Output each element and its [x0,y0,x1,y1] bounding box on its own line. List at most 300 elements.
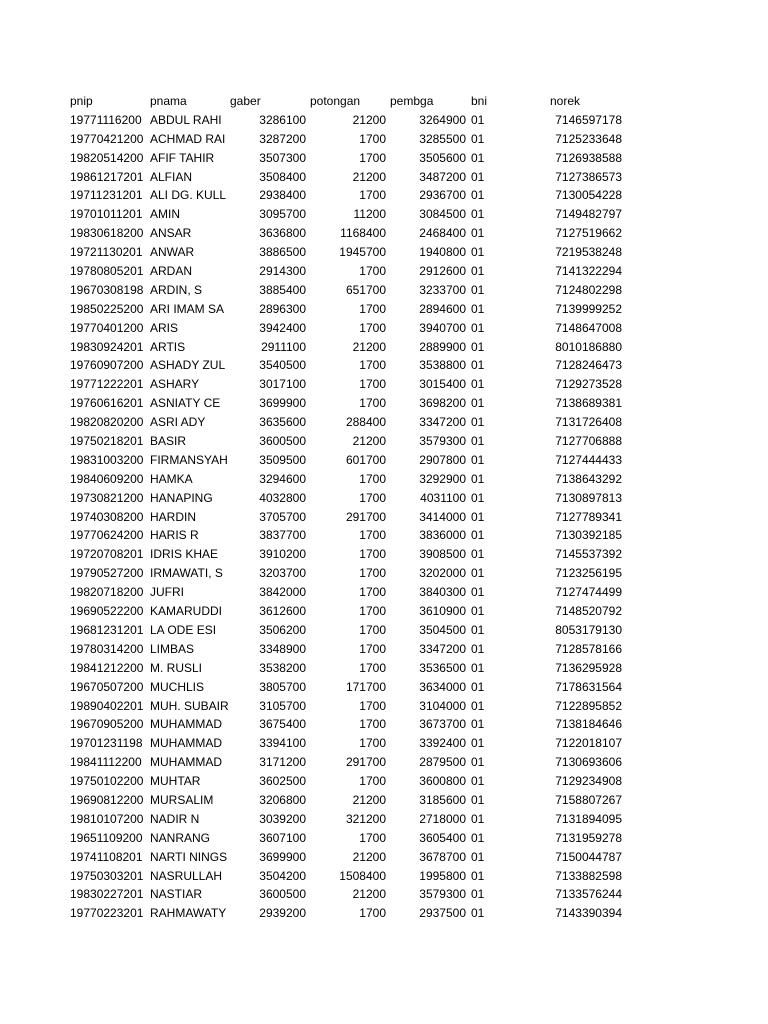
cell-pembga: 3536500 [419,660,466,675]
cell-pnip: 19750218201 [70,434,144,449]
cell-pembga: 2894600 [419,301,466,316]
table-row [0,224,768,243]
cell-bni: 01 [471,112,485,127]
cell-pembga: 3678700 [419,849,466,864]
table-row [0,186,768,205]
cell-bni: 01 [471,736,485,751]
cell-pembga: 3698200 [419,396,466,411]
cell-bni: 01 [471,358,485,373]
cell-pnip: 19770223201 [70,906,144,921]
cell-pnip: 19830924201 [70,339,144,354]
table-row [0,262,768,281]
cell-bni: 01 [471,792,485,807]
cell-potongan: 1700 [359,736,386,751]
cell-pnip: 19720708201 [70,547,144,562]
cell-pnama: ARDIN, S [150,282,203,297]
cell-potongan: 1700 [359,906,386,921]
cell-gaber: 3837700 [259,528,306,543]
cell-gaber: 3206800 [259,792,306,807]
table-row [0,602,768,621]
cell-pnip: 19850225200 [70,301,144,316]
cell-pnama: ABDUL RAHI [150,112,222,127]
cell-norek: 7131894095 [555,811,622,826]
header-norek: norek [550,94,581,108]
table-row [0,848,768,867]
cell-pnama: ARI IMAM SA [150,301,225,316]
cell-pnama: ACHMAD RAI [150,131,226,146]
cell-pnip: 19770421200 [70,131,144,146]
cell-pnama: IDRIS KHAE [150,547,219,562]
cell-gaber: 3017100 [259,377,306,392]
cell-pnip: 19760616201 [70,396,144,411]
table-row [0,319,768,338]
cell-gaber: 3910200 [259,547,306,562]
table-row [0,205,768,224]
cell-pnama: ALI DG. KULL [150,188,227,203]
cell-norek: 7127519662 [555,226,622,241]
cell-bni: 01 [471,188,485,203]
cell-potongan: 1700 [359,150,386,165]
cell-pnama: MURSALIM [150,792,214,807]
table-row [0,621,768,640]
cell-pnama: LA ODE ESI [150,622,217,637]
cell-norek: 7127789341 [555,509,622,524]
cell-pembga: 3264900 [419,112,466,127]
cell-pnama: BASIR [150,434,187,449]
cell-pembga: 3610900 [419,604,466,619]
table-row [0,413,768,432]
cell-pnip: 19701231198 [70,736,143,751]
cell-gaber: 3705700 [259,509,306,524]
table-row [0,281,768,300]
cell-norek: 7125233648 [555,131,622,146]
cell-bni: 01 [471,622,485,637]
cell-pnip: 19750102200 [70,774,144,789]
cell-potongan: 321200 [345,811,386,826]
cell-bni: 01 [471,471,485,486]
cell-pnip: 19711231201 [70,188,143,203]
cell-gaber: 3504200 [259,868,306,883]
cell-pnip: 19820718200 [70,585,144,600]
cell-gaber: 3600500 [259,434,306,449]
table-row [0,829,768,848]
cell-pnip: 19790527200 [70,566,144,581]
cell-pembga: 3104000 [419,698,466,713]
cell-gaber: 3507300 [259,150,306,165]
table-row [0,583,768,602]
table-row [0,149,768,168]
cell-gaber: 3607100 [259,830,306,845]
cell-pnama: HANAPING [150,490,213,505]
cell-pnama: ARDAN [150,264,193,279]
cell-potongan: 601700 [345,452,386,467]
table-row [0,753,768,772]
cell-potongan: 1700 [359,604,386,619]
cell-potongan: 21200 [352,849,386,864]
cell-potongan: 1700 [359,320,386,335]
cell-bni: 01 [471,887,485,902]
cell-potongan: 1945700 [339,245,386,260]
cell-bni: 01 [471,547,485,562]
cell-gaber: 3287200 [259,131,306,146]
cell-bni: 01 [471,604,485,619]
cell-gaber: 3886500 [259,245,306,260]
cell-potongan: 1700 [359,585,386,600]
cell-pembga: 2907800 [419,452,466,467]
cell-gaber: 3842000 [259,585,306,600]
cell-norek: 7148520792 [555,604,622,619]
cell-potongan: 1700 [359,490,386,505]
cell-norek: 7143390394 [555,906,622,921]
cell-gaber: 3885400 [259,282,306,297]
cell-pnip: 19690522200 [70,604,144,619]
cell-pnip: 19820820200 [70,415,144,430]
cell-pembga: 2718000 [419,811,466,826]
cell-norek: 7158807267 [555,792,622,807]
table-row [0,470,768,489]
cell-pembga: 3392400 [419,736,466,751]
cell-gaber: 3286100 [259,112,306,127]
cell-pnama: HAMKA [150,471,193,486]
cell-pnama: ARIS [150,320,179,335]
table-row [0,867,768,886]
cell-pnama: ARTIS [150,339,186,354]
table-body [0,111,768,923]
header-potongan: potongan [310,94,361,108]
cell-bni: 01 [471,320,485,335]
cell-gaber: 2938400 [259,188,306,203]
cell-pnip: 19770624200 [70,528,144,543]
cell-pembga: 3015400 [419,377,466,392]
table-row [0,640,768,659]
cell-norek: 7131726408 [555,415,622,430]
cell-bni: 01 [471,774,485,789]
table-row [0,678,768,697]
cell-potongan: 1700 [359,131,386,146]
cell-pnama: MUCHLIS [150,679,205,694]
cell-pnip: 19771116200 [70,112,142,127]
cell-pembga: 3487200 [419,169,466,184]
table-row [0,356,768,375]
cell-bni: 01 [471,849,485,864]
cell-pnama: MUHAMMAD [150,736,222,751]
cell-norek: 7122895852 [555,698,622,713]
cell-norek: 7124802298 [555,282,622,297]
cell-pnip: 19841212200 [70,660,144,675]
cell-gaber: 2939200 [259,906,306,921]
table-row [0,791,768,810]
cell-potongan: 1700 [359,528,386,543]
cell-gaber: 3294600 [259,471,306,486]
table-row [0,130,768,149]
cell-pnama: MUHAMMAD [150,717,222,732]
table-row [0,168,768,187]
cell-potongan: 1700 [359,641,386,656]
cell-pnip: 19770401200 [70,320,144,335]
cell-norek: 7145537392 [555,547,622,562]
cell-pnip: 19830227201 [70,887,144,902]
cell-pembga: 3673700 [419,717,466,732]
cell-norek: 7129234908 [555,774,622,789]
cell-bni: 01 [471,301,485,316]
cell-bni: 01 [471,150,485,165]
cell-potongan: 1700 [359,622,386,637]
cell-bni: 01 [471,415,485,430]
cell-pnip: 19741108201 [70,849,143,864]
cell-gaber: 3203700 [259,566,306,581]
cell-pnama: JUFRI [150,585,184,600]
cell-norek: 7146597178 [555,112,622,127]
cell-norek: 8010186880 [555,339,622,354]
table-row [0,451,768,470]
cell-bni: 01 [471,906,485,921]
cell-gaber: 3039200 [259,811,306,826]
cell-bni: 01 [471,717,485,732]
cell-pnip: 19681231201 [70,622,144,637]
cell-potongan: 21200 [352,887,386,902]
cell-bni: 01 [471,509,485,524]
cell-potongan: 21200 [352,169,386,184]
cell-pnama: FIRMANSYAH [150,452,228,467]
cell-pnama: ASHARY [150,377,200,392]
cell-pnip: 19670308198 [70,282,144,297]
cell-pembga: 3292900 [419,471,466,486]
cell-pnama: ANSAR [150,226,192,241]
cell-gaber: 4032800 [259,490,306,505]
cell-pnip: 19690812200 [70,792,144,807]
table-row [0,564,768,583]
cell-bni: 01 [471,566,485,581]
table-row [0,432,768,451]
cell-pnip: 19740308200 [70,509,144,524]
cell-norek: 7139999252 [555,301,622,316]
cell-potongan: 1168400 [340,226,386,241]
cell-norek: 7130392185 [555,528,622,543]
table-row [0,508,768,527]
cell-potongan: 291700 [345,755,386,770]
cell-gaber: 2914300 [259,264,306,279]
cell-bni: 01 [471,528,485,543]
cell-potongan: 21200 [352,112,386,127]
cell-gaber: 3602500 [259,774,306,789]
cell-pnip: 19810107200 [70,811,144,826]
table-row [0,526,768,545]
cell-potongan: 1700 [359,547,386,562]
cell-gaber: 3506200 [259,622,306,637]
cell-bni: 01 [471,131,485,146]
cell-pnama: IRMAWATI, S [150,566,223,581]
cell-norek: 7178631564 [555,679,622,694]
cell-pnama: KAMARUDDI [150,604,223,619]
cell-pnip: 19820514200 [70,150,144,165]
cell-potongan: 1508400 [339,868,386,883]
cell-gaber: 3635600 [259,415,306,430]
cell-pnama: ASRI ADY [150,415,206,430]
cell-pnip: 19670507200 [70,679,144,694]
cell-pnama: RAHMAWATY [150,906,227,921]
cell-pnama: MUH. SUBAIR [150,698,229,713]
cell-pnama: AMIN [150,207,180,222]
cell-gaber: 3095700 [259,207,306,222]
cell-pembga: 2912600 [419,264,466,279]
cell-pnip: 19780314200 [70,641,144,656]
table-row [0,810,768,829]
cell-pembga: 3414000 [419,509,466,524]
cell-norek: 7128578166 [555,641,622,656]
cell-pembga: 3347200 [419,415,466,430]
cell-pembga: 3202000 [419,566,466,581]
cell-potongan: 21200 [352,339,386,354]
cell-pembga: 3233700 [419,282,466,297]
cell-pembga: 3285500 [419,131,466,146]
cell-pembga: 3840300 [419,585,466,600]
cell-pnip: 19830618200 [70,226,144,241]
cell-pnip: 19701011201 [70,207,143,222]
cell-norek: 8053179130 [555,622,622,637]
cell-norek: 7127386573 [555,169,622,184]
table-row [0,338,768,357]
header-pnama: pnama [150,94,187,108]
cell-pnip: 19841112200 [70,755,142,770]
cell-pembga: 4031100 [420,490,466,505]
cell-norek: 7148647008 [555,320,622,335]
cell-norek: 7138184646 [555,717,622,732]
cell-gaber: 3699900 [259,396,306,411]
table-row [0,697,768,716]
cell-bni: 01 [471,169,485,184]
cell-norek: 7127706888 [555,434,622,449]
cell-norek: 7126938588 [555,150,622,165]
cell-gaber: 3348900 [259,641,306,656]
cell-pnama: AFIF TAHIR [150,150,215,165]
cell-norek: 7141322294 [555,264,622,279]
cell-bni: 01 [471,377,485,392]
cell-norek: 7129273528 [555,377,622,392]
cell-gaber: 3600500 [259,887,306,902]
cell-bni: 01 [471,434,485,449]
cell-pnama: NASRULLAH [150,868,223,883]
cell-norek: 7131959278 [555,830,622,845]
cell-gaber: 3699900 [259,849,306,864]
cell-pnip: 19670905200 [70,717,144,732]
cell-pnip: 19831003200 [70,452,144,467]
cell-bni: 01 [471,811,485,826]
cell-pnama: ASHADY ZUL [150,358,226,373]
cell-norek: 7130897813 [555,490,622,505]
cell-gaber: 3942400 [259,320,306,335]
table-row [0,659,768,678]
table-row [0,715,768,734]
cell-pnama: NARTI NINGS [150,849,228,864]
cell-gaber: 3171200 [259,755,306,770]
cell-potongan: 1700 [359,264,386,279]
header-gaber: gaber [230,94,261,108]
cell-pembga: 3634000 [419,679,466,694]
table-row [0,904,768,923]
cell-pnip: 19760907200 [70,358,144,373]
cell-potongan: 1700 [359,566,386,581]
cell-gaber: 3538200 [259,660,306,675]
cell-pembga: 3600800 [419,774,466,789]
cell-potongan: 1700 [359,698,386,713]
cell-potongan: 1700 [359,377,386,392]
table-row [0,772,768,791]
header-row [0,92,768,111]
cell-pembga: 3908500 [419,547,466,562]
cell-potongan: 1700 [359,396,386,411]
spreadsheet-table [0,92,768,923]
table-row [0,375,768,394]
cell-potongan: 1700 [359,301,386,316]
cell-pembga: 1995800 [419,868,466,883]
cell-pembga: 3579300 [419,434,466,449]
cell-gaber: 3805700 [259,679,306,694]
table-row [0,885,768,904]
cell-pembga: 3579300 [419,887,466,902]
cell-norek: 7128246473 [555,358,622,373]
cell-pnip: 19840609200 [70,471,144,486]
cell-pembga: 3538800 [419,358,466,373]
cell-bni: 01 [471,830,485,845]
cell-pembga: 2468400 [419,226,466,241]
cell-pembga: 3605400 [419,830,466,845]
cell-pnip: 19780805201 [70,264,144,279]
cell-bni: 01 [471,679,485,694]
cell-bni: 01 [471,490,485,505]
cell-potongan: 21200 [352,792,386,807]
cell-pnip: 19651109200 [70,830,143,845]
cell-bni: 01 [471,207,485,222]
cell-norek: 7123256195 [555,566,622,581]
cell-pembga: 2889900 [419,339,466,354]
table-row [0,243,768,262]
cell-gaber: 3394100 [259,736,306,751]
cell-potongan: 171700 [345,679,386,694]
cell-gaber: 3612600 [259,604,306,619]
cell-norek: 7133576244 [555,887,622,902]
cell-pnama: M. RUSLI [150,660,203,675]
cell-pnama: MUHTAR [150,774,201,789]
cell-bni: 01 [471,868,485,883]
cell-potongan: 11200 [353,207,386,222]
cell-pnip: 19771222201 [70,377,144,392]
cell-norek: 7130054228 [555,188,622,203]
cell-gaber: 3105700 [259,698,306,713]
header-pnip: pnip [70,94,93,108]
cell-pnama: NASTIAR [150,887,203,902]
cell-pembga: 3504500 [419,622,466,637]
cell-bni: 01 [471,226,485,241]
cell-norek: 7150044787 [555,849,622,864]
cell-pnama: MUHAMMAD [150,755,222,770]
cell-norek: 7138689381 [555,396,622,411]
cell-norek: 7122018107 [555,736,622,751]
cell-pnip: 19721130201 [70,245,143,260]
cell-norek: 7219538248 [555,245,622,260]
cell-bni: 01 [471,264,485,279]
cell-potongan: 1700 [359,188,386,203]
cell-pnama: ASNIATY CE [150,396,221,411]
cell-pnip: 19890402201 [70,698,144,713]
cell-pnama: HARDIN [150,509,197,524]
cell-bni: 01 [471,339,485,354]
cell-norek: 7130693606 [555,755,622,770]
cell-pnama: HARIS R [150,528,199,543]
cell-bni: 01 [471,660,485,675]
cell-pembga: 3836000 [419,528,466,543]
cell-norek: 7133882598 [555,868,622,883]
cell-pembga: 2879500 [419,755,466,770]
